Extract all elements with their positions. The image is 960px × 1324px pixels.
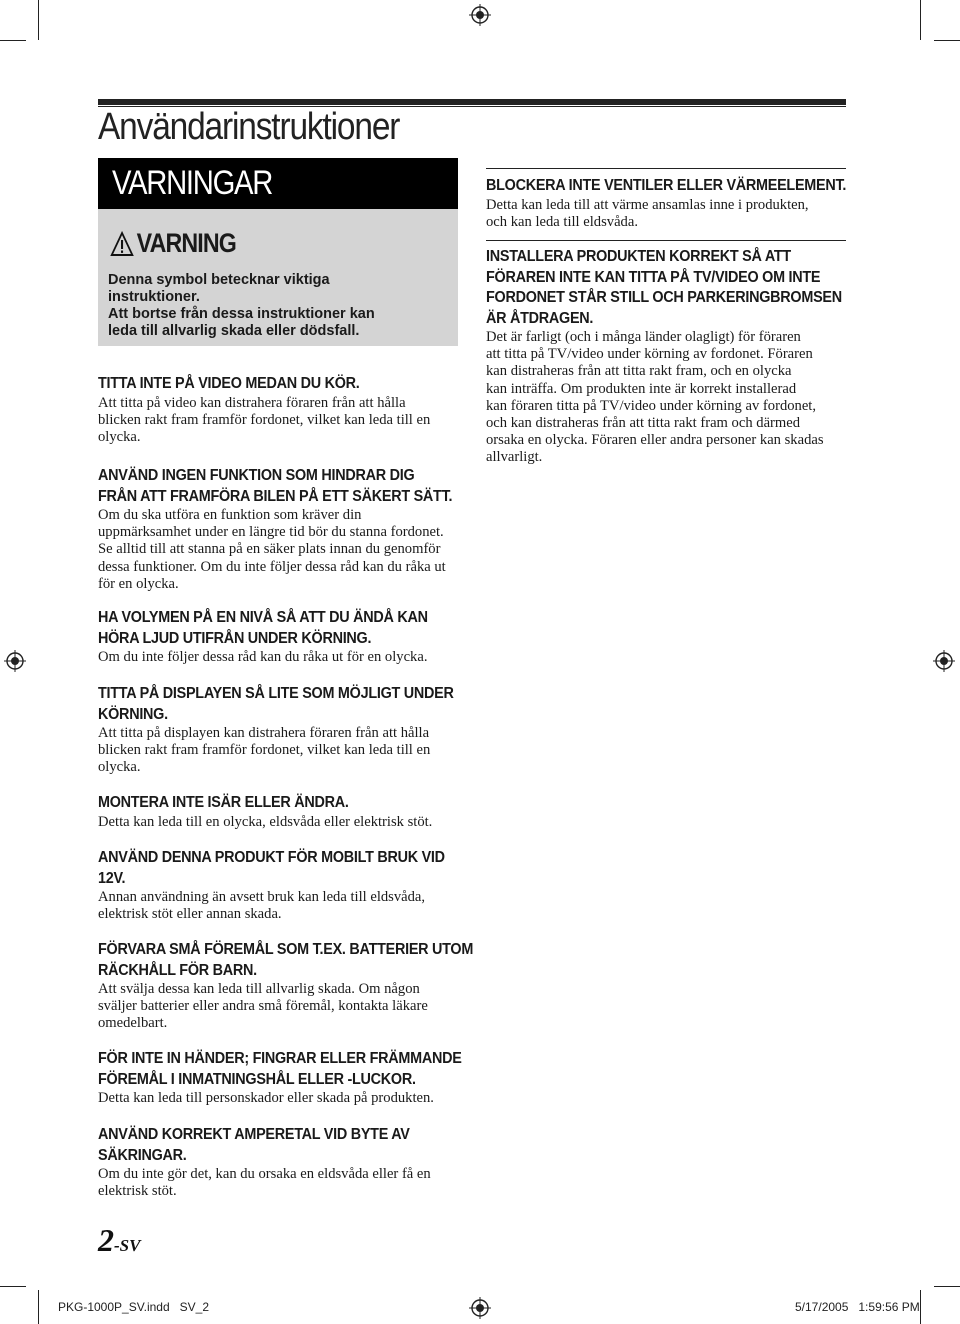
section-body-line: sväljer batterier eller andra små föremål, kontakta läkare [98,998,428,1015]
warning-body-line: Att bortse från dessa instruktioner kan [108,306,375,322]
section-display [98,684,498,777]
section-body-line: olycka. [98,759,141,776]
section-heading: SÄKRINGAR. [98,1146,187,1164]
section-small-objects [98,940,498,1033]
section-body-line: Om du ska utföra en funktion som kräver din [98,507,362,523]
warning-box [98,158,458,346]
registration-mark-icon [469,4,491,26]
warning-body-line: instruktioner. [108,289,200,305]
section-heading: 12V. [98,869,126,887]
section-body-line: Se alltid till att stanna på en säker plats innan du genomför [98,541,441,558]
section-body-line: att titta på TV/video under körning av fordonet. Föraren [486,346,813,363]
section-body-line: allvarligt. [486,449,543,466]
section-heading: ANVÄND INGEN FUNKTION SOM HINDRAR DIG [98,467,415,484]
footer-timestamp: 5/17/2005 1:59:56 PM [795,1300,920,1314]
section-body-line: Det är farligt (och i många länder olagligt) för föraren [486,329,801,345]
section-body-line: elektrisk stöt eller annan skada. [98,906,282,923]
warning-body-line: Denna symbol betecknar viktiga [108,272,330,288]
section-body-line: blicken rakt fram framför fordonet, vilket kan leda till en [98,742,431,759]
section-12v [98,848,498,923]
section-heading: ANVÄND DENNA PRODUKT FÖR MOBILT BRUK VID [98,849,445,866]
section-body-line: Detta kan leda till en olycka, eldsvåda eller elektrisk stöt. [98,813,433,830]
crop-mark [920,1290,921,1324]
section-safe-driving [98,466,498,593]
crop-mark [934,40,960,41]
warning-heading [110,228,236,259]
section-body-line: orsaka en olycka. Föraren eller andra personer kan skadas [486,432,824,449]
section-body-line: blicken rakt fram framför fordonet, vilket kan leda till en [98,411,431,428]
page-number [98,1222,140,1259]
section-body-line: Om du inte gör det, kan du orsaka en eldsvåda eller få en [98,1166,431,1182]
page-number-suffix: -SV [114,1236,141,1255]
section-body-line: kan distraheras från att titta rakt fram, och en olycka [486,363,792,380]
registration-mark-icon [933,650,955,672]
footer-file-info: PKG-1000P_SV.indd SV_2 [58,1300,209,1314]
section-heading: TITTA INTE PÅ VIDEO MEDAN DU KÖR. [98,375,360,392]
crop-mark [0,1286,26,1287]
section-heading: MONTERA INTE ISÄR ELLER ÄNDRA. [98,794,349,811]
section-ventilation [486,176,886,231]
section-heading: HA VOLYMEN PÅ EN NIVÅ SÅ ATT DU ÄNDÅ KAN [98,609,428,626]
section-body-line: Att titta på video kan distrahera föraren från att hålla [98,394,406,411]
section-body-line: Detta kan leda till personskador eller skada på produkten. [98,1090,434,1106]
section-fuses [98,1125,498,1200]
section-volume [98,608,498,666]
section-heading: ANVÄND KORREKT AMPERETAL VID BYTE AV [98,1126,410,1143]
section-body-line: olycka. [98,428,141,445]
section-body-line: uppmärksamhet under en längre tid bör du stanna fordonet. [98,524,444,541]
section-heading: ÄR ÅTDRAGEN. [486,309,594,327]
section-heading: FÖR INTE IN HÄNDER; FINGRAR ELLER FRÄMMANDE [98,1050,462,1067]
section-heading: TITTA PÅ DISPLAYEN SÅ LITE SOM MÖJLIGT UNDER [98,685,454,702]
crop-mark [38,1290,39,1324]
warning-banner-title: VARNINGAR [112,164,273,202]
header-rule [98,99,846,105]
section-body-line: för en olycka. [98,575,179,592]
section-openings [98,1049,498,1107]
registration-mark-icon [469,1297,491,1319]
section-body-line: och kan distraheras från att titta rakt fram och därmed [486,415,801,432]
section-video-warning [98,374,498,446]
page-number-value: 2 [98,1222,114,1258]
section-heading: FÖRVARA SMÅ FÖREMÅL SOM T.EX. BATTERIER UTOM [98,941,474,958]
section-heading: RÄCKHÅLL FÖR BARN. [98,961,257,979]
warning-triangle-icon [110,231,134,257]
section-body-line: Att titta på displayen kan distrahera föraren från att hålla [98,725,430,741]
section-heading: FÖREMÅL I INMATNINGSHÅL ELLER -LUCKOR. [98,1070,416,1088]
section-heading: FÖRAREN INTE KAN TITTA PÅ TV/VIDEO OM INTE [486,268,821,286]
section-body-line: kan inträffa. Om produkten inte är korrekt installerad [486,380,797,397]
warning-heading-text: VARNING [136,228,237,258]
crop-mark [0,40,26,41]
registration-mark-icon [4,650,26,672]
section-divider [486,168,846,169]
crop-mark [934,1286,960,1287]
section-body-line: Annan användning än avsett bruk kan leda till eldsvåda, [98,889,426,905]
section-body-line: kan föraren titta på TV/video under körning av fordonet, [486,397,817,414]
warning-body [108,272,453,340]
section-body-line: omedelbart. [98,1015,168,1032]
section-installation [486,247,886,467]
section-body-line: och kan leda till eldsvåda. [486,213,638,230]
section-body-line: Detta kan leda till att värme ansamlas inne i produkten, [486,196,809,213]
section-disassembly [98,793,498,831]
crop-mark [38,0,39,40]
warning-banner [98,158,458,209]
section-heading: FORDONET STÅR STILL OCH PARKERINGBROMSEN [486,289,842,306]
crop-mark [920,0,921,40]
section-heading: HÖRA LJUD UTIFRÅN UNDER KÖRNING. [98,629,372,647]
section-heading: FRÅN ATT FRAMFÖRA BILEN PÅ ETT SÄKERT SÄTT. [98,487,453,505]
section-heading: KÖRNING. [98,705,168,723]
warning-body-line: leda till allvarlig skada eller dödsfall. [108,323,360,339]
section-body-line: dessa funktioner. Om du inte följer dessa råd kan du råka ut [98,558,446,575]
section-body-line: elektrisk stöt. [98,1183,177,1200]
section-body-line: Att svälja dessa kan leda till allvarlig skada. Om någon [98,981,420,997]
page-title: Användarinstruktioner [98,106,400,148]
section-body-line: Om du inte följer dessa råd kan du råka ut för en olycka. [98,649,428,665]
section-heading: INSTALLERA PRODUKTEN KORREKT SÅ ATT [486,248,791,265]
section-heading: BLOCKERA INTE VENTILER ELLER VÄRMEELEMENT. [486,177,847,194]
section-divider [486,240,846,241]
